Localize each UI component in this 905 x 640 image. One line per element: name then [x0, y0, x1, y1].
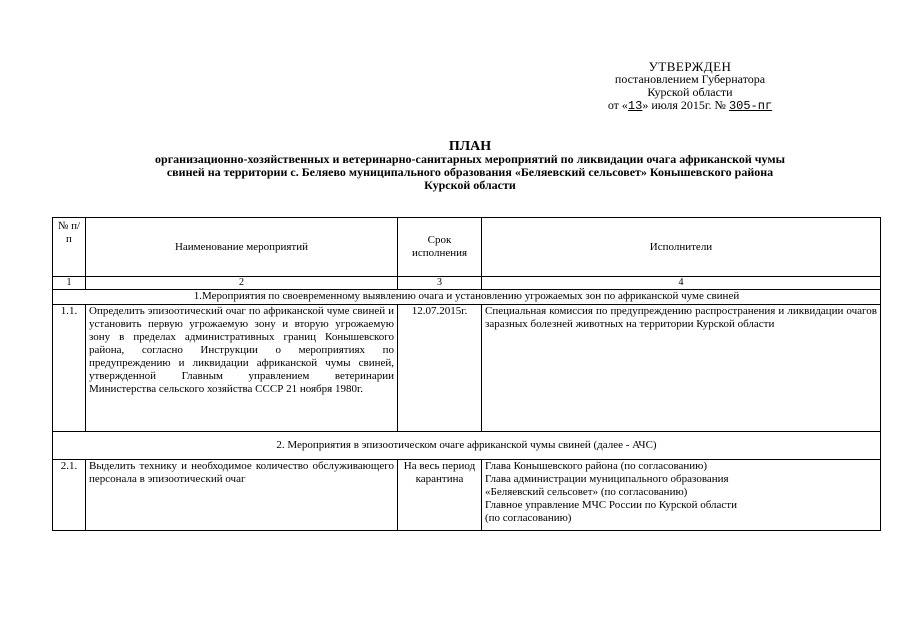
section-row [53, 432, 881, 460]
row-num: 2.1. [53, 460, 86, 531]
plan-title-line-1: организационно-хозяйственных и ветеринарно-санитарных мероприятий по ликвидации очага африканской чумы [155, 152, 785, 166]
column-number-row [53, 277, 881, 290]
approval-date-line [560, 99, 820, 113]
header-num: № п/п [53, 218, 86, 277]
executor-line: Глава администрации муниципального образования [485, 473, 729, 485]
plan-title-line-2: свиней на территории с. Беляево муниципального образования «Беляевский сельсовет» Конышевского района [166, 165, 774, 179]
plan-title-line-3: Курской области [424, 178, 516, 192]
approval-number: 305-пг [728, 99, 773, 113]
column-number: 2 [86, 277, 398, 290]
approval-heading: УТВЕРЖДЕН [648, 59, 732, 74]
table-row [53, 460, 881, 531]
column-number: 4 [482, 277, 881, 290]
approval-stamp [560, 60, 820, 113]
table-header-row [53, 218, 881, 277]
executor-line: (по согласованию) [485, 512, 572, 524]
section-1-title: 1.Мероприятия по своевременному выявлению очага и установлению угрожаемых зон по африканской чуме свиней [53, 290, 881, 305]
row-name: Определить эпизоотический очаг по африканской чуме свиней и установить первую угрожаемую зону и вторую угрожаемую зону в пределах административных границ Конышевского района, согласно Инструкции о мероприятиях по предупреждению и ликвидации африканской чумы свиней, утвержденной Главным управлением ветеринарии Министерства сельского хозяйства СССР 21 ноября 1980г. [86, 305, 398, 432]
row-term: На весь период карантина [398, 460, 482, 531]
header-name: Наименование мероприятий [86, 218, 398, 277]
approval-line-governor: постановлением Губернатора [614, 72, 766, 86]
header-executors: Исполнители [482, 218, 881, 277]
row-term: 12.07.2015г. [398, 305, 482, 432]
row-executors [482, 460, 881, 531]
header-term: Срок исполнения [398, 218, 482, 277]
date-mid: » июля 2015г. № [642, 98, 726, 112]
row-executors: Специальная комиссия по предупреждению распространения и ликвидации очагов заразных болезней животных на территории Курской области [482, 305, 881, 432]
approval-line-region: Курской области [647, 85, 733, 99]
table-row [53, 305, 881, 432]
approval-day: 13 [627, 99, 643, 113]
executor-line: Глава Конышевского района (по согласованию) [485, 460, 708, 472]
row-num: 1.1. [53, 305, 86, 432]
column-number: 3 [398, 277, 482, 290]
executor-line: Главное управление МЧС России по Курской области [485, 499, 737, 511]
column-number: 1 [53, 277, 86, 290]
section-2-title: 2. Мероприятия в эпизоотическом очаге африканской чумы свиней (далее - АЧС) [53, 432, 881, 460]
section-row [53, 290, 881, 305]
date-prefix: от « [607, 98, 628, 112]
plan-title-block [55, 140, 885, 192]
executor-line: «Беляевский сельсовет» (по согласованию) [485, 486, 688, 498]
plan-heading: ПЛАН [448, 139, 492, 154]
plan-table [52, 217, 881, 531]
row-name: Выделить технику и необходимое количество обслуживающего персонала в эпизоотический очаг [86, 460, 398, 531]
